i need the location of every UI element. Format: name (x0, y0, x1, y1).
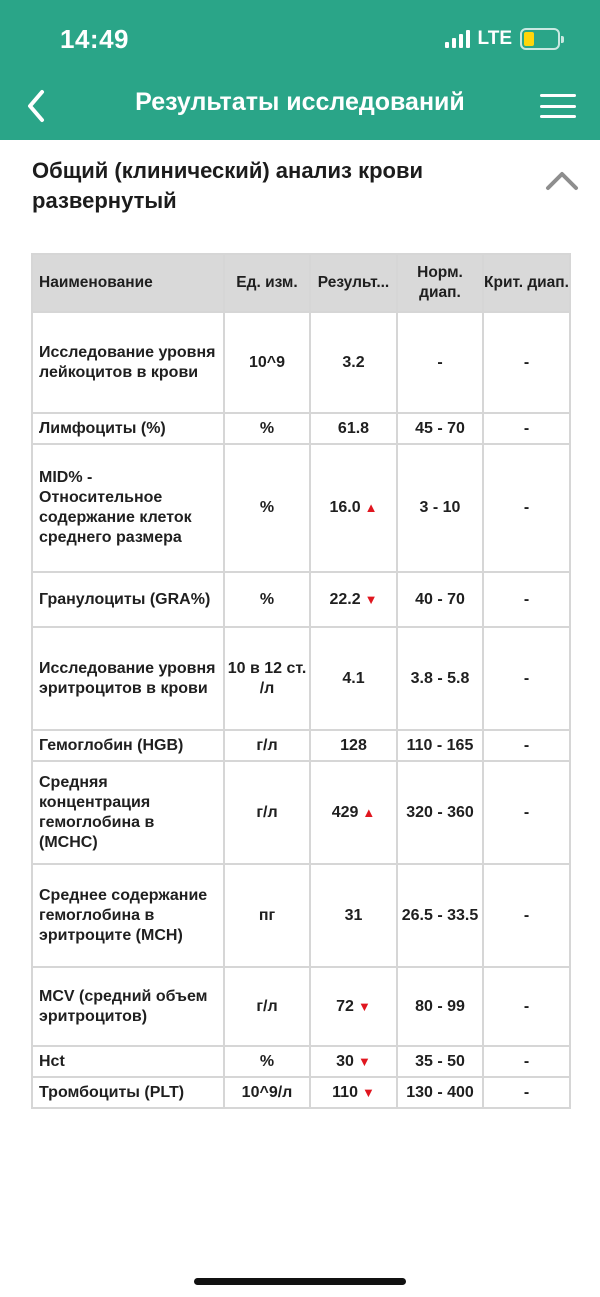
result-value: 22.2 (329, 590, 361, 608)
cell-name: Гранулоциты (GRA%) (32, 572, 224, 627)
menu-button[interactable] (540, 94, 576, 118)
page-title: Результаты исследований (135, 88, 465, 116)
cell-crit: - (483, 967, 570, 1046)
result-value: 31 (344, 906, 363, 924)
cell-crit: - (483, 1077, 570, 1108)
cell-norm: 110 - 165 (397, 730, 483, 761)
cell-crit: - (483, 312, 570, 413)
cell-norm: 130 - 400 (397, 1077, 483, 1108)
result-value: 4.1 (342, 669, 365, 687)
cell-crit: - (483, 864, 570, 967)
cell-crit: - (483, 761, 570, 864)
table-row (32, 730, 570, 761)
cell-result (310, 761, 397, 864)
table-header-row (32, 254, 570, 312)
cell-result (310, 967, 397, 1046)
cell-name: Исследование уровня эритроцитов в крови (32, 627, 224, 730)
cell-crit: - (483, 730, 570, 761)
cell-norm: - (397, 312, 483, 413)
cell-result (310, 413, 397, 444)
result-value: 72 (336, 997, 354, 1015)
table-row (32, 761, 570, 864)
cell-unit: пг (224, 864, 310, 967)
table-row (32, 967, 570, 1046)
arrow-down-icon: ▼ (364, 591, 378, 607)
cell-result (310, 1046, 397, 1077)
cell-unit: % (224, 444, 310, 572)
collapse-button[interactable] (544, 168, 580, 192)
header-norm: Норм. диап. (397, 254, 483, 312)
cell-unit: 10^9 (224, 312, 310, 413)
arrow-down-icon: ▼ (361, 1084, 375, 1100)
cell-norm: 40 - 70 (397, 572, 483, 627)
table-row (32, 312, 570, 413)
cell-name: Исследование уровня лейкоцитов в крови (32, 312, 224, 413)
results-table (31, 253, 571, 1109)
result-value: 16.0 (329, 499, 361, 516)
table-row (32, 627, 570, 730)
cell-unit: 10 в 12 ст. /л (224, 627, 310, 730)
header-crit: Крит. диап. (483, 254, 570, 312)
cell-name: Тромбоциты (PLT) (32, 1077, 224, 1108)
cell-result (310, 312, 397, 413)
cell-norm: 80 - 99 (397, 967, 483, 1046)
cell-crit: - (483, 413, 570, 444)
arrow-down-icon: ▼ (357, 1053, 371, 1069)
hamburger-icon (540, 94, 576, 97)
cell-name: Лимфоциты (%) (32, 413, 224, 444)
arrow-down-icon: ▼ (357, 998, 371, 1014)
cell-unit: 10^9/л (224, 1077, 310, 1108)
arrow-up-icon: ▲ (362, 804, 376, 820)
cell-crit: - (483, 572, 570, 627)
status-indicators (445, 28, 560, 50)
signal-icon (445, 30, 470, 48)
header-unit: Ед. изм. (224, 254, 310, 312)
table-row (32, 864, 570, 967)
cell-norm: 3 - 10 (397, 444, 483, 572)
cell-unit: г/л (224, 967, 310, 1046)
result-value: 61.8 (337, 419, 370, 437)
cell-norm: 35 - 50 (397, 1046, 483, 1077)
cell-unit: % (224, 413, 310, 444)
cell-unit: г/л (224, 730, 310, 761)
cell-name: MID% - Относительное содержание клеток среднего размера (32, 444, 224, 572)
result-value: 30 (336, 1052, 354, 1070)
cell-norm: 26.5 - 33.5 (397, 864, 483, 967)
cell-crit: - (483, 444, 570, 572)
network-type: LTE (477, 28, 512, 49)
section-title: Общий (клинический) анализ крови развернутый (32, 158, 424, 213)
header-name: Наименование (32, 254, 224, 312)
cell-name: Среднее содержание гемоглобина в эритроците (MCH) (32, 864, 224, 967)
home-indicator (194, 1278, 406, 1285)
cell-result (310, 572, 397, 627)
cell-norm: 320 - 360 (397, 761, 483, 864)
cell-norm: 45 - 70 (397, 413, 483, 444)
table-row (32, 1046, 570, 1077)
result-value: 3.2 (342, 353, 365, 371)
result-value: 128 (340, 736, 367, 754)
cell-result (310, 1077, 397, 1108)
battery-icon (520, 28, 560, 50)
cell-result (310, 730, 397, 761)
chevron-up-icon (544, 168, 580, 192)
arrow-up-icon: ▲ (364, 500, 378, 515)
cell-name: Средняя концентрация гемоглобина в (MCHC) (32, 761, 224, 864)
cell-name: Гемоглобин (HGB) (32, 730, 224, 761)
cell-unit: % (224, 572, 310, 627)
cell-crit: - (483, 627, 570, 730)
cell-name: MCV (средний объем эритроцитов) (32, 967, 224, 1046)
table-row (32, 1077, 570, 1108)
cell-result (310, 627, 397, 730)
result-value: 429 (331, 803, 359, 821)
cell-unit: % (224, 1046, 310, 1077)
header-result: Результ... (310, 254, 397, 312)
status-time: 14:49 (60, 24, 129, 54)
cell-unit: г/л (224, 761, 310, 864)
table-row (32, 413, 570, 444)
table-row (32, 572, 570, 627)
cell-crit: - (483, 1046, 570, 1077)
cell-name: Hct (32, 1046, 224, 1077)
table-row (32, 444, 570, 572)
cell-result (310, 864, 397, 967)
cell-norm: 3.8 - 5.8 (397, 627, 483, 730)
app-header (0, 0, 600, 140)
cell-result (310, 444, 397, 572)
result-value: 110 (332, 1083, 358, 1101)
